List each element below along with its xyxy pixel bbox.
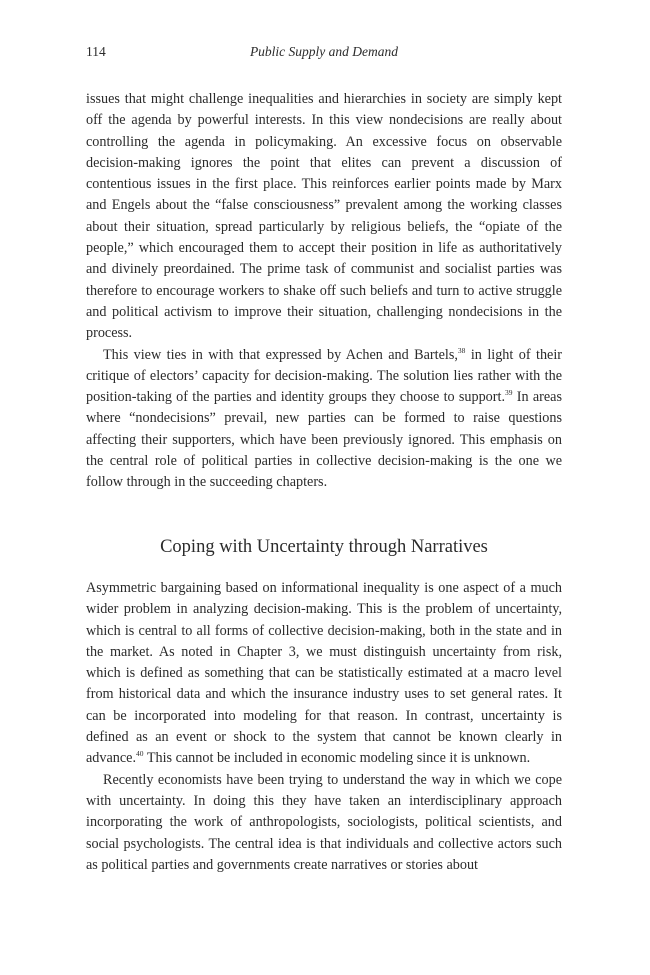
footnote-marker: 40 [136,749,144,759]
book-page [86,0,562,975]
paragraph-text: Asymmetric bargaining based on informational inequality is one aspect of a much wider problem in analyzing decision-making. This is the problem of uncertainty, which is central to all forms of collective decision-making, both in the state and in the market. As noted in Chapter 3, we must distinguish uncertainty from risk, which is defined as something that can be statistically estimated at a macro level from historical data and which the insurance industry uses to set general rates. It can be incorporated into modeling for that reason. In contrast, uncertainty is defined as an event or shock to the system that cannot be known clearly in advance. [86,580,562,767]
text-block-after-heading [86,578,562,876]
paragraph [86,345,562,494]
paragraph: issues that might challenge inequalities and hierarchies in society are simply kept off the agenda by powerful interests. In this view nondecisions are really about controlling the agenda in policymaking. An excessive focus on observable decision-making ignores the point that elites can prevent a discussion of contentious issues in the first place. This reinforces earlier points made by Marx and Engels about the “false consciousness” prevalent among the working classes about their situation, spread particularly by religious beliefs, the “opiate of the people,” which encouraged them to accept their position in life as authoritatively and divinely preordained. The prime task of communist and socialist parties was therefore to encourage workers to shake off such beliefs and turn to active struggle and political activism to improve their situation, challenging nondecisions in the process. [86,91,562,342]
page-number: 114 [86,44,106,59]
paragraph: Recently economists have been trying to understand the way in which we cope with uncertainty. In doing this they have taken an interdisciplinary approach incorporating the work of anthropologists, sociologists, political scientists, and social psychologists. The central idea is that individuals and collective actors such as political parties and governments create narratives or stories about [86,771,562,873]
paragraph-text: This cannot be included in economic modeling since it is unknown. [143,750,531,767]
running-title: Public Supply and Demand [249,44,399,59]
paragraph [86,578,562,770]
text-block-before-heading [86,89,562,494]
footnote-marker: 38 [457,345,466,355]
paragraph-text: In areas where “nondecisions” prevail, new parties can be formed to raise questions affecting their supporters, which have been previously ignored. This emphasis on the central role of political parties in collective decision-making is the one we follow through in the succeeding chapters. [86,389,562,491]
footnote-marker: 39 [505,388,513,398]
running-head [86,44,562,64]
paragraph-text: in light of their critique of electors’ capacity for decision-making. The solution lies rather with the position-taking of the parties and identity groups they choose to support. [86,346,563,406]
section-heading: Coping with Uncertainty through Narratives [160,537,488,557]
paragraph-text: This view ties in with that expressed by Achen and Bartels, [103,346,458,363]
